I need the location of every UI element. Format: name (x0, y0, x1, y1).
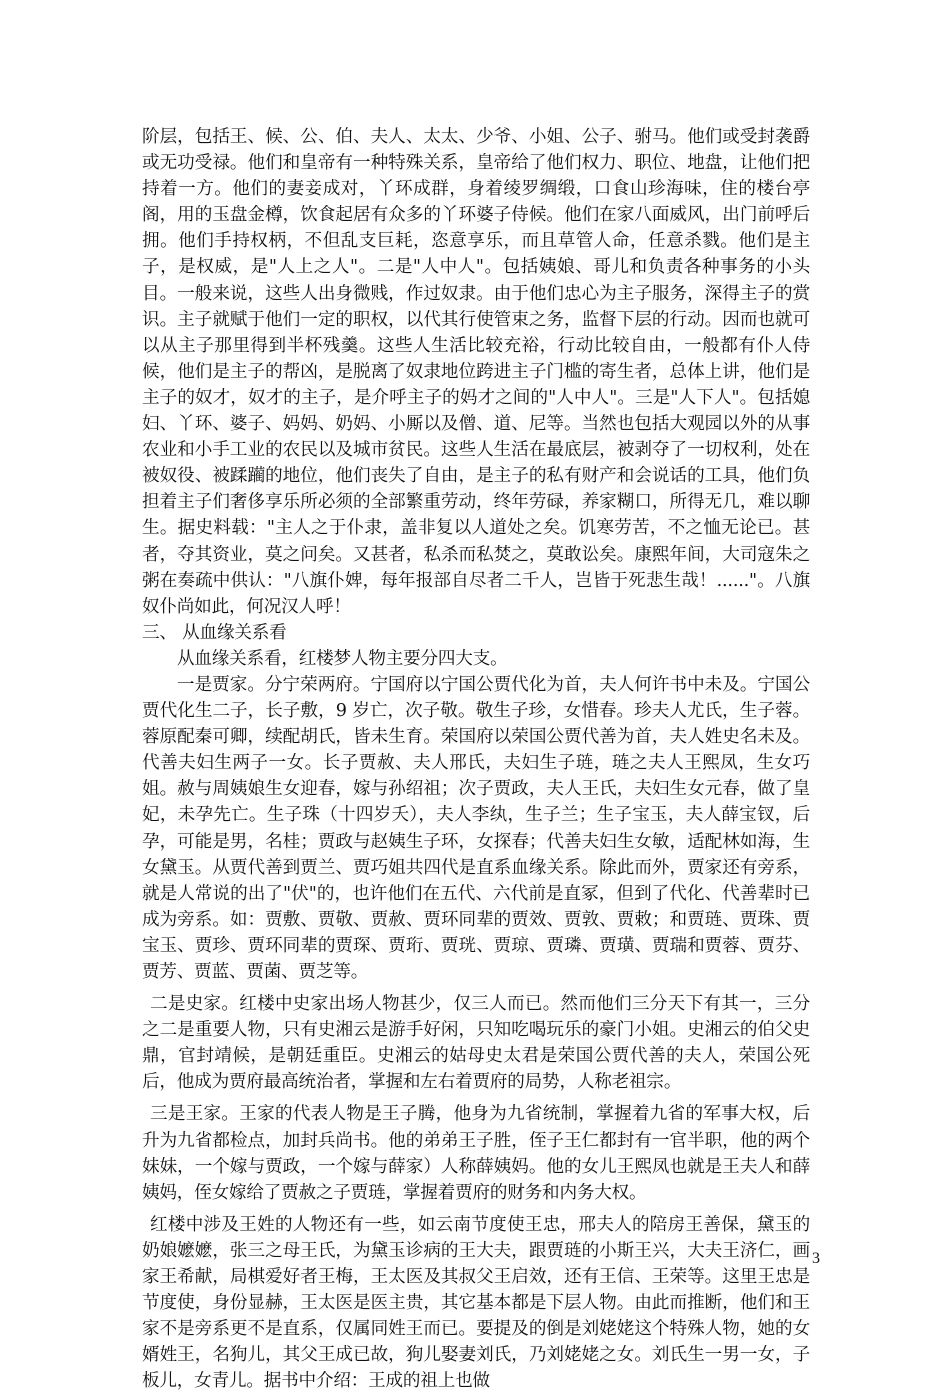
paragraph-jia-family: 一是贾家。分宁荣两府。宁国府以宁国公贾代化为首，夫人何许书中未及。宁国公贾代化生二子，长子敷，9 岁亡，次子敬。敬生子珍，女惜春。珍夫人尤氏，生子蓉。蓉原配秦可卿，续配胡氏，皆未生育。荣国府以荣国公贾代善为首，夫人姓史名未及。代善夫妇生两子一女。长子贾赦、夫人邢氏，夫妇生子琏，琏之夫人王熙凤，生女巧姐。赦与周姨娘生女迎春，嫁与孙绍祖；次子贾政，夫人王氏，夫妇生女元春，做了皇妃，未孕先亡。生子珠（十四岁夭），夫人李纨，生子兰；生子宝玉，夫人薛宝钗，后孕，可能是男，名桂；贾政与赵姨生子环，女探春；代善夫妇生女敏，适配林如海，生女黛玉。从贾代善到贾兰、贾巧姐共四代是直系血缘关系。除此而外，贾家还有旁系，就是人常说的出了"伏"的，也许他们在五代、六代前是直冢，但到了代化、代善辈时已成为旁系。如：贾敷、贾敬、贾赦、贾环同辈的贾效、贾敦、贾敕；和贾琏、贾珠、贾宝玉、贾珍、贾环同辈的贾琛、贾珩、贾珖、贾琼、贾璘、贾璜、贾瑞和贾蓉、贾芬、贾芳、贾蓝、贾菌、贾芝等。 (142, 674, 810, 982)
section-heading-blood-relations: 三、 从血缘关系看 (142, 622, 287, 643)
paragraph-shi-family: 二是史家。红楼中史家出场人物甚少，仅三人而已。然而他们三分天下有其一，三分之二是重要人物，只有史湘云是游手好闲，只知吃喝玩乐的豪门小姐。史湘云的伯父史鼎，官封靖候，是朝廷重臣。史湘云的姑母史太君是荣国公贾代善的夫人，荣国公死后，他成为贾府最高统治者，掌握和左右着贾府的局势，人称老祖宗。 (142, 994, 810, 1093)
paragraph-social-classes: 阶层，包括王、候、公、伯、夫人、太太、少爷、小姐、公子、驸马。他们或受封袭爵或无功受禄。他们和皇帝有一种特殊关系，皇帝给了他们权力、职位、地盘，让他们把持着一方。他们的妻妾成对，丫环成群，身着绫罗绸缎，口食山珍海味，住的楼台亭阁，用的玉盘金樽，饮食起居有众多的丫环婆子侍候。他们在家八面威风，出门前呼后拥。他们手持权柄，不但乱支巨耗，恣意享乐，而且草管人命，任意杀戮。他们是主子，是权威，是"人上之人"。二是"人中人"。包括姨娘、哥儿和负责各种事务的小头目。一般来说，这些人出身微贱，作过奴隶。由于他们忠心为主子服务，深得主子的赏识。主子就赋于他们一定的职权，以代其行使管束之务，监督下层的行动。因而也就可以从主子那里得到半杯残羹。这些人生活比较充裕，行动比较自由，一般都有仆人侍候，他们是主子的帮凶，是脱离了奴隶地位跨进主子门槛的寄生者，总体上讲，他们是主子的奴才，奴才的主子，是介呼主子的妈才之间的"人中人"。三是"人下人"。包括媳妇、丫环、婆子、妈妈、奶妈、小厮以及僧、道、尼等。当然也包括大观园以外的从事农业和小手工业的农民以及城市贫民。这些人生活在最底层，被剥夺了一切权利，处在被奴役、被蹂躏的地位，他们丧失了自由，是主子的私有财产和会说话的工具，他们负担着主子们奢侈享乐所必须的全部繁重劳动，终年劳碌，养家糊口，所得无几，难以聊生。据史料载："主人之于仆隶，盖非复以人道处之矣。饥寒劳苦，不之恤无论已。甚者，夺其资业，莫之问矣。又甚者，私杀而私焚之，莫敢讼矣。康熙年间，大司寇朱之粥在奏疏中供认："八旗仆婢，每年报部自尽者二千人，岂皆于死悲生哉！......"。八旗奴仆尚如此，何况汉人呼！ (142, 127, 810, 617)
paragraph-four-branches-intro: 从血缘关系看，红楼梦人物主要分四大支。 (177, 648, 508, 669)
paragraph-wang-family: 三是王家。王家的代表人物是王子腾，他身为九省统制，掌握着九省的军事大权，后升为九省都检点，加封兵尚书。他的弟弟王子胜，侄子王仁都封有一官半职，他的两个妹妹，一个嫁与贾政，一个嫁与薛家）人称薛姨妈。他的女儿王熙凤也就是王夫人和薛姨妈，侄女嫁给了贾赦之子贾琏，掌握着贾府的财务和内务大权。 (142, 1104, 810, 1203)
page-number: 3 (812, 1250, 820, 1267)
body-text (142, 124, 810, 1395)
paragraph-wang-surname-figures: 红楼中涉及王姓的人物还有一些，如云南节度使王忠，邢夫人的陪房王善保，黛玉的奶娘嬷嬷，张三之母王氏，为黛玉诊病的王大夫，跟贾琏的小斯王兴，大夫王济仁，画家王希献，局棋爱好者王梅，王太医及其叔父王启效，还有王信、王荣等。这里王忠是节度使，身份显赫，王太医是医主贵，其它基本都是下层人物。由此而推断，他们和王家不是旁系更不是直系，仅属同姓王而已。要提及的倒是刘姥姥这个特殊人物，她的女婿姓王，名狗儿，其父王成已故，狗儿娶妻刘氏，乃刘姥姥之女。刘氏生一男一女，子板儿，女青儿。据书中介绍：王成的祖上也做 (142, 1214, 810, 1392)
